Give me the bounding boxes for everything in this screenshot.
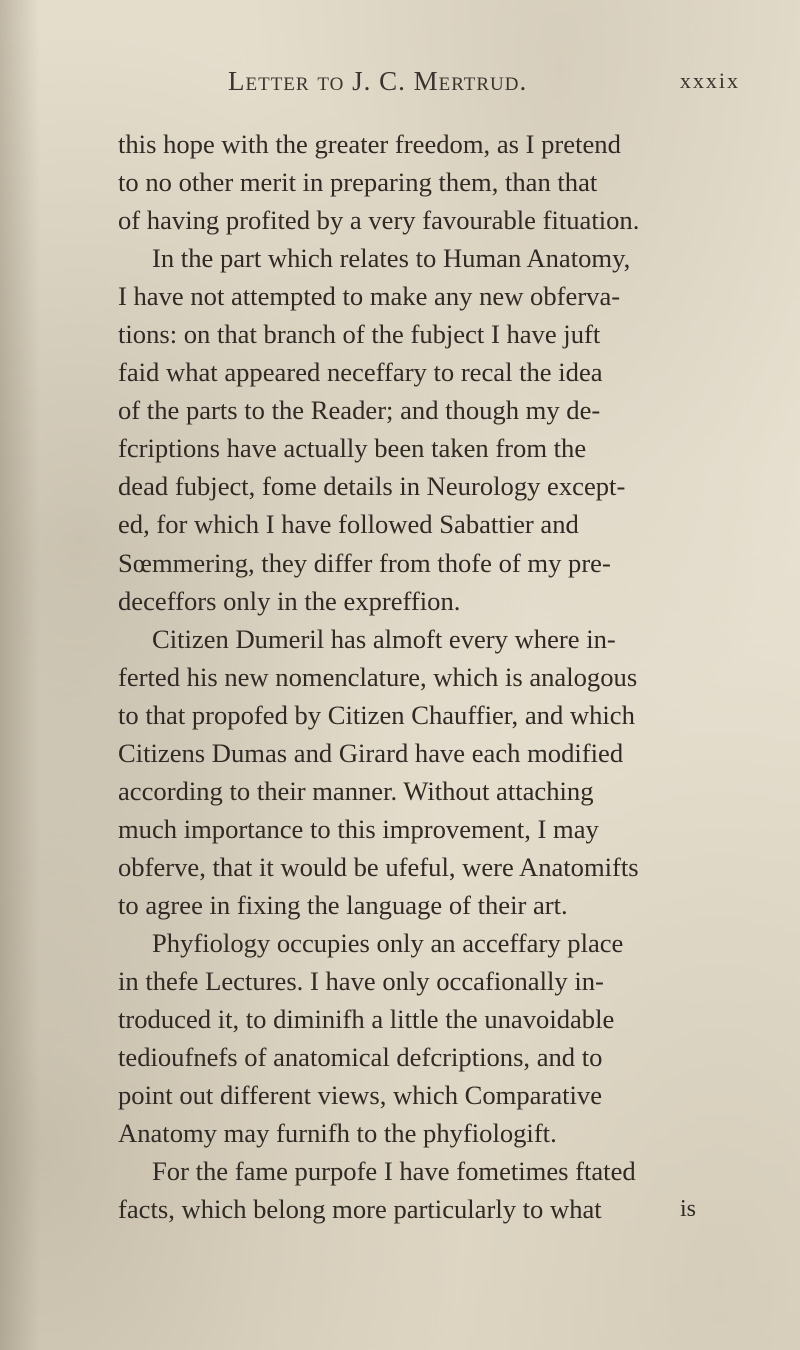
text-line: I have not attempted to make any new obferva- xyxy=(118,281,621,312)
text-line: faid what appeared neceffary to recal the idea xyxy=(118,357,603,388)
paragraph-start-line: Citizen Dumeril has almoft every where in- xyxy=(152,623,616,654)
text-line: obferve, that it would be ufeful, were Anatomifts xyxy=(118,851,639,882)
paragraph-start-line: Phyfiology occupies only an acceffary place xyxy=(152,927,624,958)
page-header xyxy=(200,66,760,106)
text-line: Anatomy may furnifh to the phyfiologift. xyxy=(118,1118,557,1149)
text-line: to agree in fixing the language of their art. xyxy=(118,889,568,920)
text-line: much importance to this improvement, I may xyxy=(118,813,599,844)
text-line: Sœmmering, they differ from thofe of my pre- xyxy=(118,547,611,578)
body-text xyxy=(118,125,758,1228)
text-line: in thefe Lectures. I have only occafionally in- xyxy=(118,966,604,997)
text-line: to no other merit in preparing them, than that xyxy=(118,167,598,198)
text-line: this hope with the greater freedom, as I pretend xyxy=(118,129,621,159)
text-line: ferted his new nomenclature, which is analogous xyxy=(118,661,638,692)
running-title: Letter to J. C. Mertrud. xyxy=(228,66,528,96)
paragraph-start-line: In the part which relates to Human Anatomy, xyxy=(152,243,631,274)
text-line: point out different views, which Comparative xyxy=(118,1080,602,1111)
text-line: Citizens Dumas and Girard have each modified xyxy=(118,737,624,768)
text-line: troduced it, to diminifh a little the unavoidable xyxy=(118,1004,615,1035)
paragraph-start-line: For the fame purpofe I have fometimes ftated xyxy=(152,1156,636,1187)
text-line: facts, which belong more particularly to what xyxy=(118,1194,602,1225)
text-line: of having profited by a very favourable fituation. xyxy=(118,205,640,236)
text-line: dead fubject, fome details in Neurology except- xyxy=(118,471,626,502)
page-number: xxxix xyxy=(679,68,740,93)
text-line: according to their manner. Without attaching xyxy=(118,775,594,806)
text-line: to that propofed by Citizen Chauffier, and which xyxy=(118,699,635,730)
catchword: is xyxy=(680,1196,697,1222)
text-line: tedioufnefs of anatomical defcriptions, and to xyxy=(118,1042,603,1073)
text-line: tions: on that branch of the fubject I have juft xyxy=(118,319,601,350)
text-line: ed, for which I have followed Sabattier and xyxy=(118,509,579,540)
text-line: fcriptions have actually been taken from the xyxy=(118,433,587,464)
text-line: of the parts to the Reader; and though my de- xyxy=(118,395,601,426)
text-line: deceffors only in the expreffion. xyxy=(118,585,461,616)
